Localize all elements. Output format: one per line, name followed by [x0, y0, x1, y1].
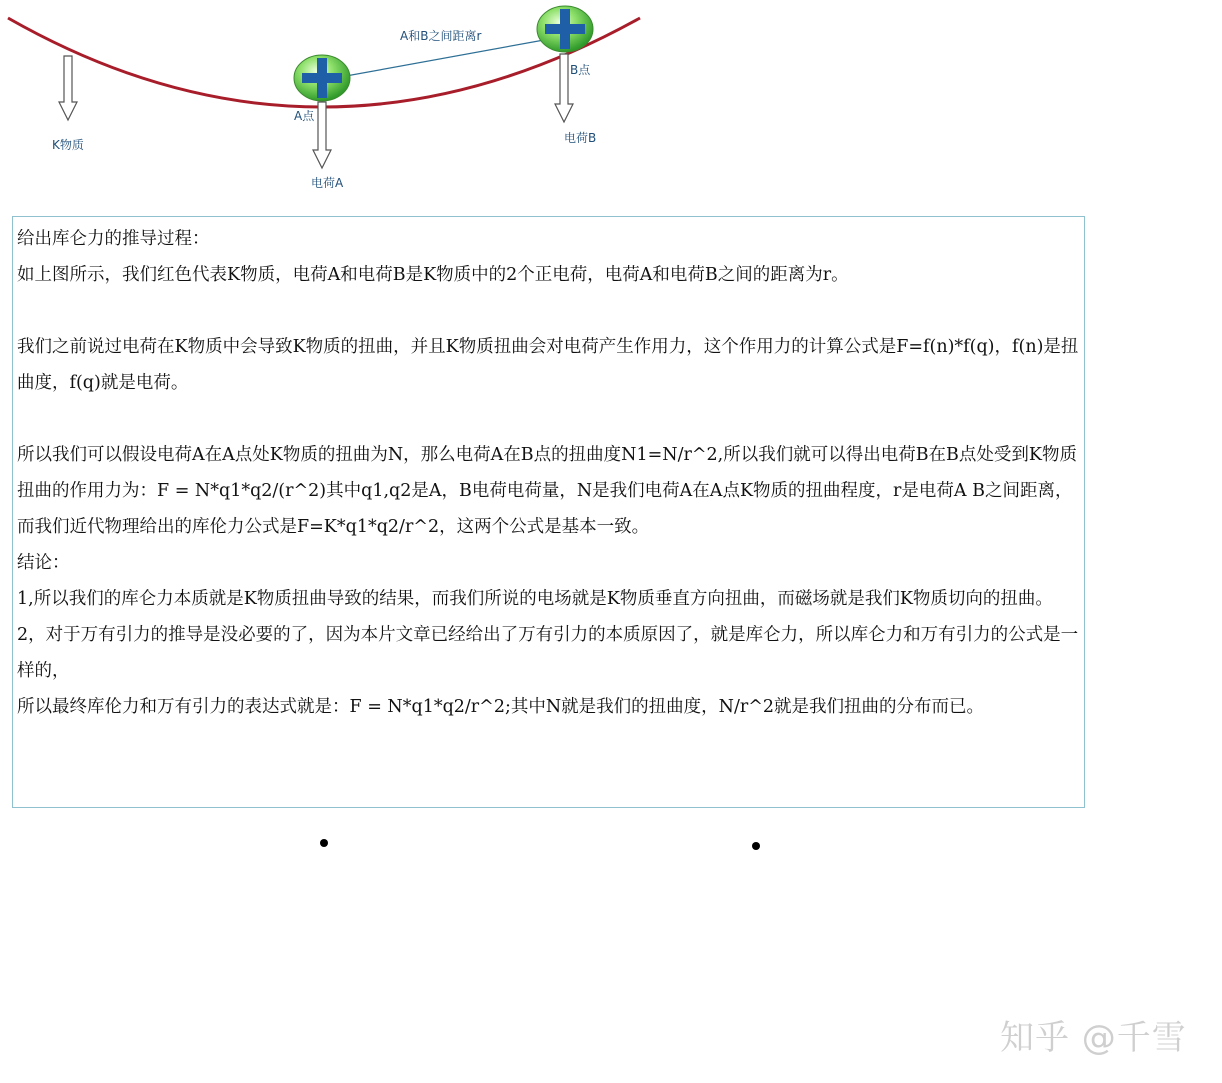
- paragraph: 2，对于万有引力的推导是没必要的了，因为本片文章已经给出了万有引力的本质原因了，就是库仑力，所以库仑力和万有引力的公式是一样的，: [17, 625, 1079, 681]
- derivation-text-box: [12, 216, 1085, 808]
- charge-a-label: 电荷A: [311, 176, 344, 190]
- distance-line: [346, 40, 544, 76]
- k-matter-label: K物质: [52, 138, 84, 152]
- blank-line: [17, 293, 1080, 329]
- charge-b-label: 电荷B: [564, 131, 597, 145]
- paragraph: 我们之前说过电荷在K物质中会导致K物质的扭曲，并且K物质扭曲会对电荷产生作用力，这个作用力的计算公式是F=f(n)*f(q)，f(n)是扭曲度，f(q)就是电荷。: [17, 337, 1079, 393]
- k-matter-arrow-icon: [59, 56, 77, 120]
- paragraph: 如上图所示，我们红色代表K物质，电荷A和电荷B是K物质中的2个正电荷，电荷A和电荷B之间的距离为r。: [17, 265, 849, 285]
- paragraph: 所以最终库伦力和万有引力的表达式就是：F = N*q1*q2/r^2;其中N就是我们的扭曲度，N/r^2就是我们扭曲的分布而已。: [17, 697, 985, 717]
- charge-b: [537, 6, 593, 52]
- charge-a-arrow-icon: [313, 102, 331, 168]
- distance-label: A和B之间距离r: [400, 29, 482, 43]
- watermark: 知乎 @千雪: [1000, 1018, 1187, 1058]
- paragraph: 所以我们可以假设电荷A在A点处K物质的扭曲为N，那么电荷A在B点的扭曲度N1=N/r^2,所以我们就可以得出电荷B在B点处受到K物质扭曲的作用力为：F = N*q1*q2/(r^2)其中q1,q2是A，B电荷电荷量，N是我们电荷A在A点K物质的扭曲程度，r是电荷A B之间距离，而我们近代物理给出的库伦力公式是F=K*q1*q2/r^2，这两个公式是基本一致。: [17, 445, 1077, 537]
- point-b-label: B点: [570, 63, 591, 77]
- charge-distortion-diagram: [0, 0, 660, 200]
- paragraph: 结论：: [17, 553, 70, 573]
- bullet-dot: [752, 842, 760, 850]
- blank-line: [17, 401, 1080, 437]
- bullet-dot: [320, 839, 328, 847]
- charge-a: [294, 55, 350, 101]
- paragraph: 给出库仑力的推导过程：: [17, 229, 210, 249]
- point-a-label: A点: [294, 109, 315, 123]
- paragraph: 1,所以我们的库仑力本质就是K物质扭曲导致的结果，而我们所说的电场就是K物质垂直方向扭曲，而磁场就是我们K物质切向的扭曲。: [17, 589, 1053, 609]
